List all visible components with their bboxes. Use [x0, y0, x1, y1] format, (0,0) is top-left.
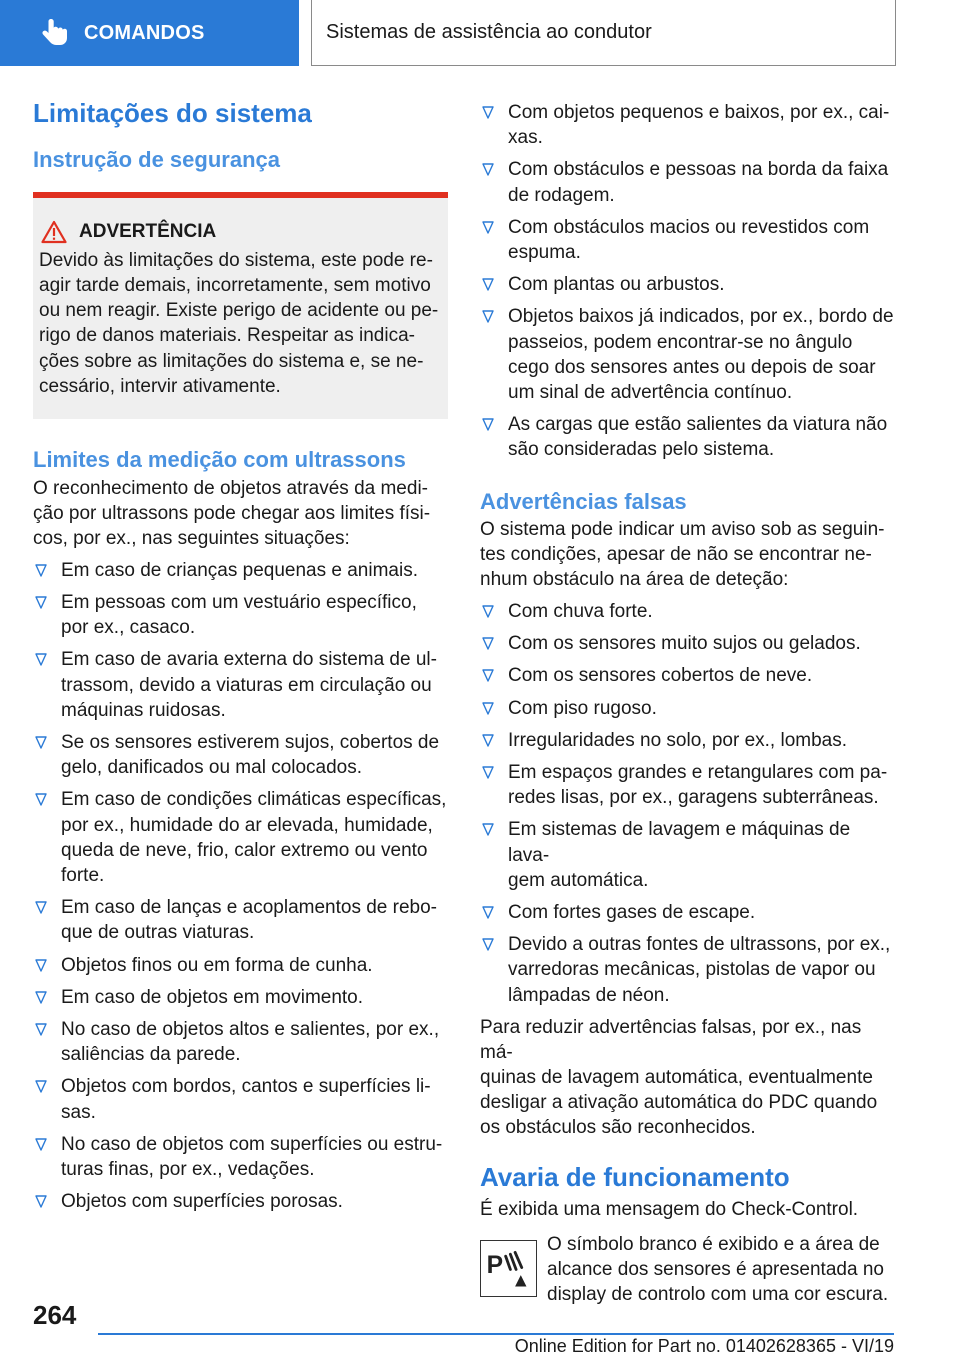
triangle-bullet-icon [35, 1195, 47, 1208]
triangle-bullet-icon [482, 106, 494, 119]
list-item: Em caso de objetos em movimento. [33, 985, 448, 1010]
list-item: Em caso de crianças pequenas e animais. [33, 558, 448, 583]
list-item: Com fortes gases de escape. [480, 900, 895, 925]
triangle-bullet-icon [482, 669, 494, 682]
list-item: Em espaços grandes e retangulares com pa- redes lisas, por ex., garagens subterrâneas. [480, 760, 895, 810]
section-tab[interactable] [0, 0, 299, 66]
list-item: Com piso rugoso. [480, 696, 895, 721]
triangle-bullet-icon [482, 702, 494, 715]
warning-text: Devido às limitações do sistema, este pode re- agir tarde demais, incorretamente, sem motivo ou nem reagir. Existe perigo de acidente ou pe- rigo de danos materiais. Respeitar as indica- ções sobre as limitações do sistema e, se ne- cessário, intervir ativamente. [39, 249, 439, 398]
list-item: Com obstáculos macios ou revestidos com espuma. [480, 215, 895, 265]
list-item: Com os sensores muito sujos ou gelados. [480, 631, 895, 656]
warning-label: ADVERTÊNCIA [79, 220, 217, 242]
list-item: As cargas que estão salientes da viatura não são consideradas pelo sistema. [480, 412, 895, 462]
list-item: Em caso de condições climáticas específicas, por ex., humidade do ar elevada, humidade, queda de neve, frio, calor extremo ou vento forte. [33, 787, 448, 888]
triangle-bullet-icon [35, 1080, 47, 1093]
malfunction-heading: Avaria de funcionamento [480, 1161, 790, 1192]
list-item: Se os sensores estiverem sujos, cobertos de gelo, danificados ou mal colocados. [33, 730, 448, 780]
list-item: Objetos finos ou em forma de cunha. [33, 953, 448, 978]
list-item: Em caso de lanças e acoplamentos de rebo- que de outras viaturas. [33, 895, 448, 945]
warning-triangle-icon [41, 220, 67, 244]
pdc-row [480, 1232, 895, 1307]
list-item: Em caso de avaria externa do sistema de ul- trassom, devido a viaturas em circulação ou máquinas ruidosas. [33, 647, 448, 723]
triangle-bullet-icon [482, 938, 494, 951]
malfunction-text: É exibida uma mensagem do Check-Control. [480, 1199, 859, 1221]
list-item: Objetos baixos já indicados, por ex., bordo de passeios, podem encontrar-se no ângulo cego dos sensores antes ou depois de soar um sinal de advertência contínuo. [480, 304, 895, 405]
list-item: Com obstáculos e pessoas na borda da faixa de rodagem. [480, 157, 895, 207]
triangle-bullet-icon [482, 221, 494, 234]
list-item: Com os sensores cobertos de neve. [480, 663, 895, 688]
list-item: Irregularidades no solo, por ex., lombas. [480, 728, 895, 753]
limits-list [33, 558, 448, 1215]
limits-heading: Limites da medição com ultrassons [33, 447, 406, 473]
warning-box [33, 192, 448, 420]
list-item: Devido a outras fontes de ultrassons, por ex., varredoras mecânicas, pistolas de vapor ou lâmpadas de néon. [480, 932, 895, 1008]
chapter-title: Sistemas de assistência ao condutor [311, 0, 896, 66]
hand-pointer-icon [38, 16, 72, 50]
list-item: Com plantas ou arbustos. [480, 272, 895, 297]
triangle-bullet-icon [35, 736, 47, 749]
triangle-bullet-icon [35, 793, 47, 806]
triangle-bullet-icon [35, 653, 47, 666]
triangle-bullet-icon [35, 1138, 47, 1151]
left-column [33, 98, 448, 1214]
svg-text:P: P [486, 1252, 504, 1280]
list-item: Com chuva forte. [480, 599, 895, 624]
safety-heading: Instrução de segurança [33, 147, 280, 173]
triangle-bullet-icon [35, 596, 47, 609]
triangle-bullet-icon [35, 959, 47, 972]
list-item: Com objetos pequenos e baixos, por ex., cai- xas. [480, 100, 895, 150]
triangle-bullet-icon [482, 310, 494, 323]
list-item: Objetos com bordos, cantos e superfícies li- sas. [33, 1074, 448, 1124]
page-title: Limitações do sistema [33, 98, 312, 128]
section-tab-label: COMANDOS [84, 21, 205, 44]
triangle-bullet-icon [482, 906, 494, 919]
triangle-bullet-icon [482, 823, 494, 836]
triangle-bullet-icon [482, 605, 494, 618]
right-column [480, 100, 895, 1307]
triangle-bullet-icon [482, 766, 494, 779]
triangle-bullet-icon [482, 163, 494, 176]
triangle-bullet-icon [35, 564, 47, 577]
triangle-bullet-icon [35, 901, 47, 914]
list-item: No caso de objetos com superfícies ou estru- turas finas, por ex., vedações. [33, 1132, 448, 1182]
page-number: 264 [33, 1300, 77, 1330]
edition-note: Online Edition for Part no. 01402628365 - VI/19 [514, 1336, 894, 1356]
list-item: Objetos com superfícies porosas. [33, 1189, 448, 1214]
triangle-bullet-icon [482, 637, 494, 650]
list-item: Em pessoas com um vestuário específico, por ex., casaco. [33, 590, 448, 640]
false-warnings-intro: O sistema pode indicar um aviso sob as seguin- tes condições, apesar de não se encontrar ne- nhum obstáculo na área de deteção: [480, 519, 885, 591]
triangle-bullet-icon [35, 991, 47, 1004]
false-warnings-list [480, 599, 895, 1008]
pdc-sensor-icon [480, 1240, 537, 1297]
triangle-bullet-icon [482, 734, 494, 747]
limits-intro: O reconhecimento de objetos através da medi- ção por ultrassons pode chegar aos limites físi- cos, por ex., nas seguintes situações: [33, 477, 431, 549]
limits-list-continued [480, 100, 895, 463]
false-warnings-heading: Advertências falsas [480, 488, 687, 514]
footer-divider [98, 1333, 894, 1335]
pdc-text: O símbolo branco é exibido e a área de alcance dos sensores é apresentada no display de controlo com uma cor escura. [547, 1234, 889, 1306]
list-item: No caso de objetos altos e salientes, por ex., saliências da parede. [33, 1017, 448, 1067]
false-warnings-outro: Para reduzir advertências falsas, por ex., nas má- quinas de lavagem automática, eventualmente desligar a ativação automática do PDC quando os obstáculos são reconhecidos. [480, 1016, 878, 1138]
triangle-bullet-icon [35, 1023, 47, 1036]
triangle-bullet-icon [482, 418, 494, 431]
triangle-bullet-icon [482, 278, 494, 291]
list-item: Em sistemas de lavagem e máquinas de lava- gem automática. [480, 817, 895, 893]
